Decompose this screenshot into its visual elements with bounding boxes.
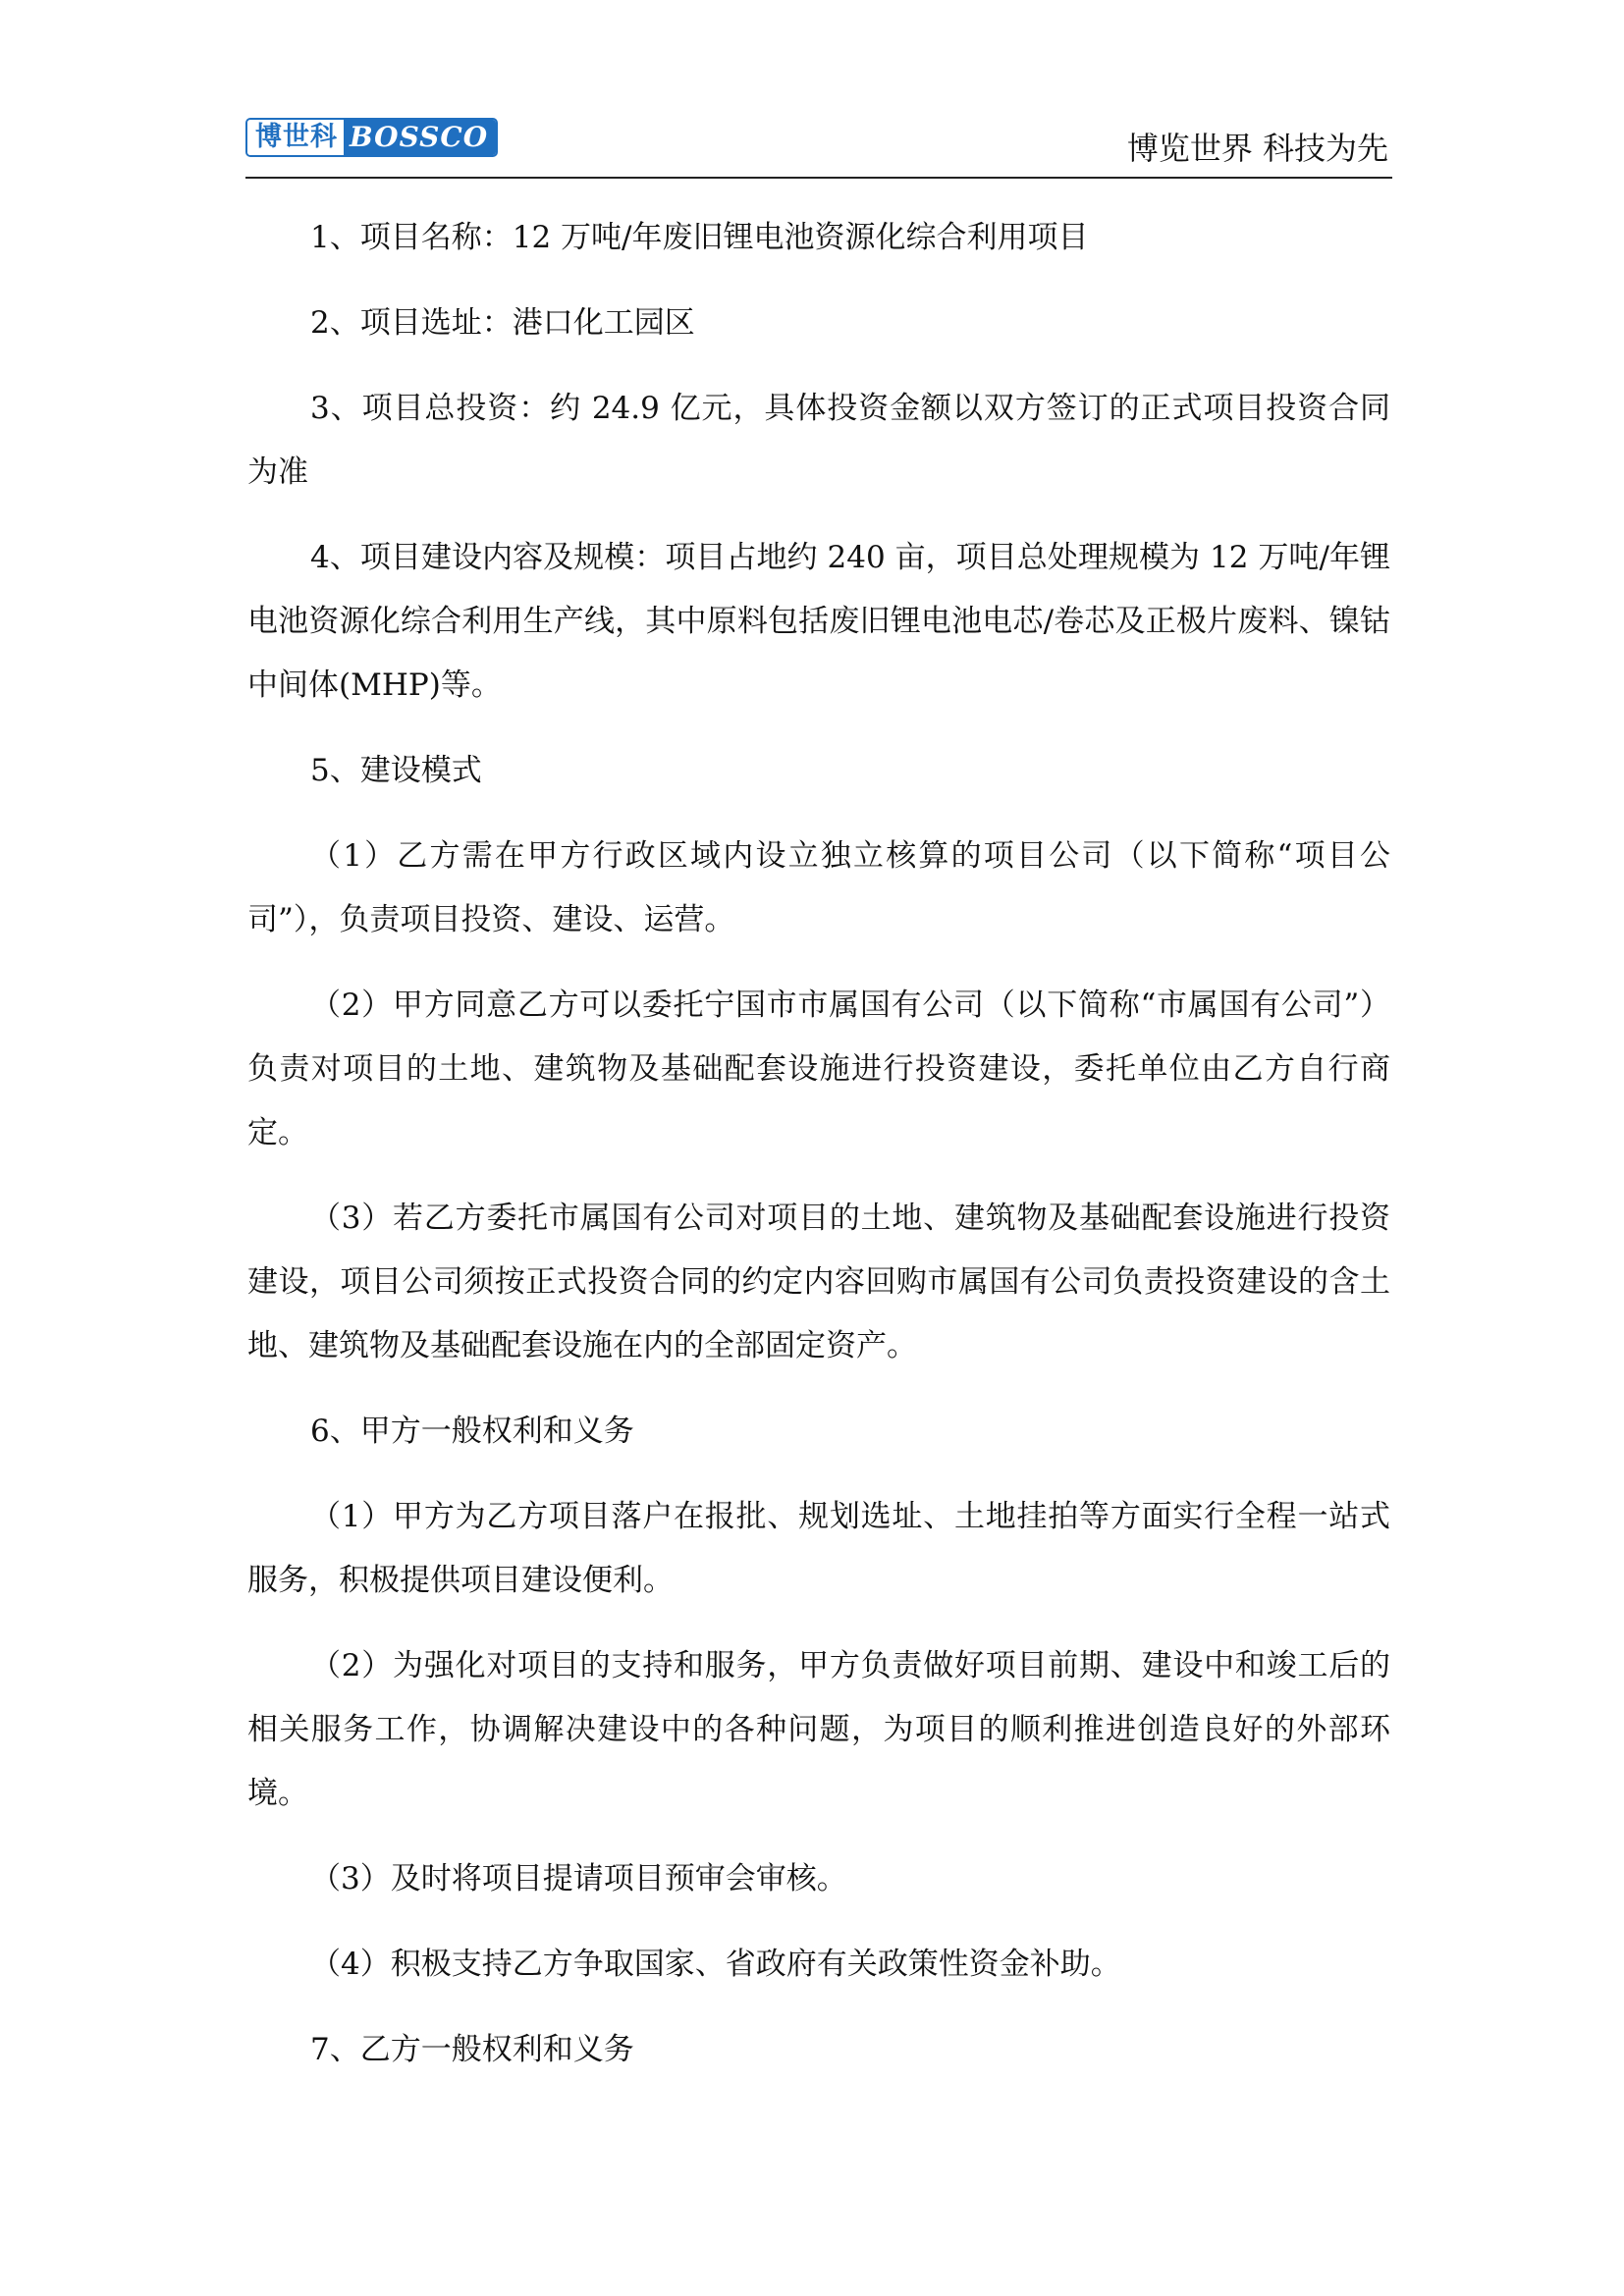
logo-english-text: BOSSCO [344, 120, 496, 155]
paragraph-party-a-2: （2）为强化对项目的支持和服务，甲方负责做好项目前期、建设中和竣工后的相关服务工作，协调解决建设中的各种问题，为项目的顺利推进创造良好的外部环境。 [247, 1648, 1390, 1811]
heading-party-b-rights: 7、乙方一般权利和义务 [310, 2032, 634, 2067]
heading-party-a-rights: 6、甲方一般权利和义务 [310, 1414, 634, 1449]
paragraph-total-investment: 3、项目总投资：约 24.9 亿元，具体投资金额以双方签订的正式项目投资合同为准 [247, 391, 1390, 490]
heading-construction-mode: 5、建设模式 [310, 753, 482, 788]
header-divider [245, 177, 1392, 179]
paragraph-construction-scale: 4、项目建设内容及规模：项目占地约 240 亩，项目总处理规模为 12 万吨/年锂电池资源化综合利用生产线，其中原料包括废旧锂电池电芯/卷芯及正极片废料、镍钴中间体(MHP)等。 [247, 540, 1390, 703]
paragraph-project-name: 1、项目名称：12 万吨/年废旧锂电池资源化综合利用项目 [310, 220, 1089, 255]
paragraph-mode-2: （2）甲方同意乙方可以委托宁国市市属国有公司（以下简称“市属国有公司”）负责对项目的土地、建筑物及基础配套设施进行投资建设，委托单位由乙方自行商定。 [247, 988, 1390, 1150]
paragraph-mode-3: （3）若乙方委托市属国有公司对项目的土地、建筑物及基础配套设施进行投资建设，项目公司须按正式投资合同的约定内容回购市属国有公司负责投资建设的含土地、建筑物及基础配套设施在内的全部固定资产。 [247, 1201, 1390, 1363]
bossco-logo [245, 118, 498, 157]
paragraph-party-a-1: （1）甲方为乙方项目落户在报批、规划选址、土地挂拍等方面实行全程一站式服务，积极提供项目建设便利。 [247, 1499, 1390, 1598]
paragraph-party-a-4: （4）积极支持乙方争取国家、省政府有关政策性资金补助。 [310, 1947, 1121, 1982]
paragraph-mode-1: （1）乙方需在甲方行政区域内设立独立核算的项目公司（以下简称“项目公司”），负责项目投资、建设、运营。 [247, 838, 1390, 937]
paragraph-project-site: 2、项目选址：港口化工园区 [310, 305, 695, 341]
paragraph-party-a-3: （3）及时将项目提请项目预审会审核。 [310, 1861, 847, 1896]
header-slogan: 博览世界 科技为先 [1126, 130, 1388, 167]
logo-chinese-text: 博世科 [247, 120, 344, 155]
document-body [247, 206, 1390, 2104]
page-header [245, 116, 1392, 181]
